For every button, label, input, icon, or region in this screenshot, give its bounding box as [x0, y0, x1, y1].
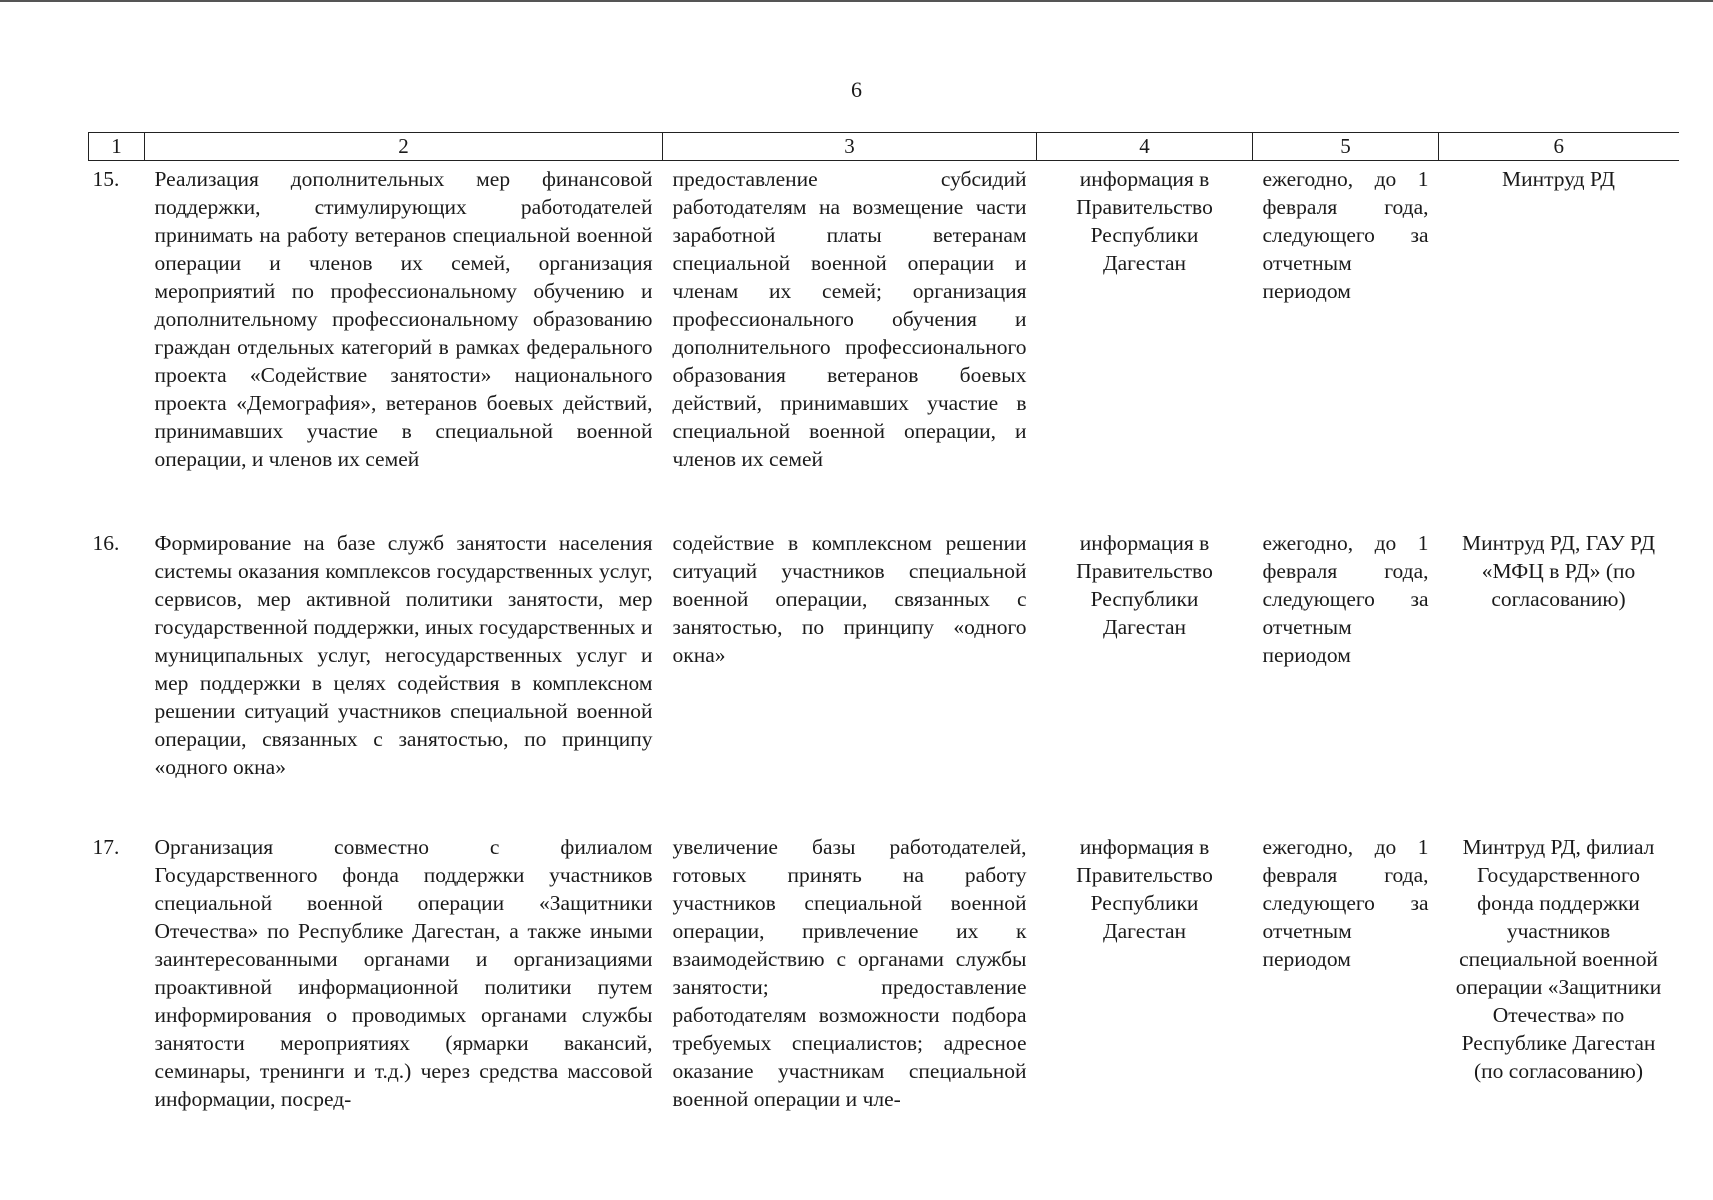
result-cell: содействие в комплексном решении ситуаций участников специальной военной операции, связанных с занятостью, по принципу «одного окна»: [672, 531, 1027, 667]
col-header-6: 6: [1439, 133, 1679, 161]
deadline-cell: ежегодно, до 1 февраля года, следующего за отчетным периодом: [1262, 167, 1429, 303]
col-header-5: 5: [1253, 133, 1439, 161]
row-number: 15.: [92, 167, 120, 191]
responsible-cell: Минтруд РД, филиал Государственного фонда поддержки участников специальной военной операции «Защитники Отечества» по Республике Дагестан (по согласованию): [1455, 835, 1662, 1083]
deadline-cell: ежегодно, до 1 февраля года, следующего за отчетным периодом: [1262, 531, 1429, 667]
report-cell: информация в Правительство Республики Дагестан: [1076, 531, 1213, 639]
table-header: [89, 133, 1679, 161]
responsible-cell: Минтруд РД, ГАУ РД «МФЦ в РД» (по согласованию): [1461, 531, 1656, 611]
measure-cell: Организация совместно с филиалом Государственного фонда поддержки участников специальной военной операции «Защитники Отечества» по Республике Дагестан, а также иными заинтересованными органами и организациями проактивной информационной политики путем информирования о проводимых органами службы занятости мероприятиях (ярмарки вакансий, семинары, тренинги и т.д.) через средства массовой информации, посред-: [154, 835, 653, 1111]
measure-cell: Формирование на базе служб занятости населения системы оказания комплексов государственных услуг, сервисов, мер активной политики занятости, мер государственной поддержки, иных государственных и муниципальных услуг, негосударственных услуг и мер поддержки в целях содействия в комплексном решении ситуаций участников специальной военной операции, связанных с занятостью, по принципу «одного окна»: [154, 531, 653, 779]
deadline-cell: ежегодно, до 1 февраля года, следующего за отчетным периодом: [1262, 835, 1429, 971]
col-header-2: 2: [145, 133, 663, 161]
result-cell: предоставление субсидий работодателям на возмещение части заработной платы ветеранам специальной военной операции и членам их семей; организация профессионального обучения и дополнительного профессионального образования ветеранов боевых действий, принимавших участие в специальной военной операции, и членов их семей: [672, 167, 1027, 471]
measure-cell: Реализация дополнительных мер финансовой поддержки, стимулирующих работодателей принимать на работу ветеранов специальной военной операции и членов их семей, организация мероприятий по профессиональному обучению и дополнительному профессиональному образованию граждан отдельных категорий в рамках федерального проекта «Содействие занятости» национального проекта «Демография», ветеранов боевых действий, принимавших участие в специальной военной операции, и членов их семей: [154, 167, 653, 471]
result-cell: увеличение базы работодателей, готовых принять на работу участников специальной военной операции, привлечение их к взаимодействию с органами службы занятости; предоставление работодателям возможности подбора требуемых специалистов; адресное оказание участникам специальной военной операции и чле-: [672, 835, 1027, 1111]
report-cell: информация в Правительство Республики Дагестан: [1076, 167, 1213, 275]
row-number: 17.: [92, 835, 120, 859]
scan-edge: [0, 0, 1713, 2]
table-row: [89, 829, 1679, 1113]
col-header-3: 3: [663, 133, 1037, 161]
row-number: 16.: [92, 531, 120, 555]
table-row: [89, 161, 1679, 526]
page-number: 6: [851, 77, 862, 102]
col-header-1: 1: [89, 133, 145, 161]
responsible-cell: Минтруд РД: [1502, 167, 1615, 191]
measures-table: [88, 132, 1679, 1113]
report-cell: информация в Правительство Республики Дагестан: [1076, 835, 1213, 943]
table-row: [89, 525, 1679, 829]
col-header-4: 4: [1037, 133, 1253, 161]
